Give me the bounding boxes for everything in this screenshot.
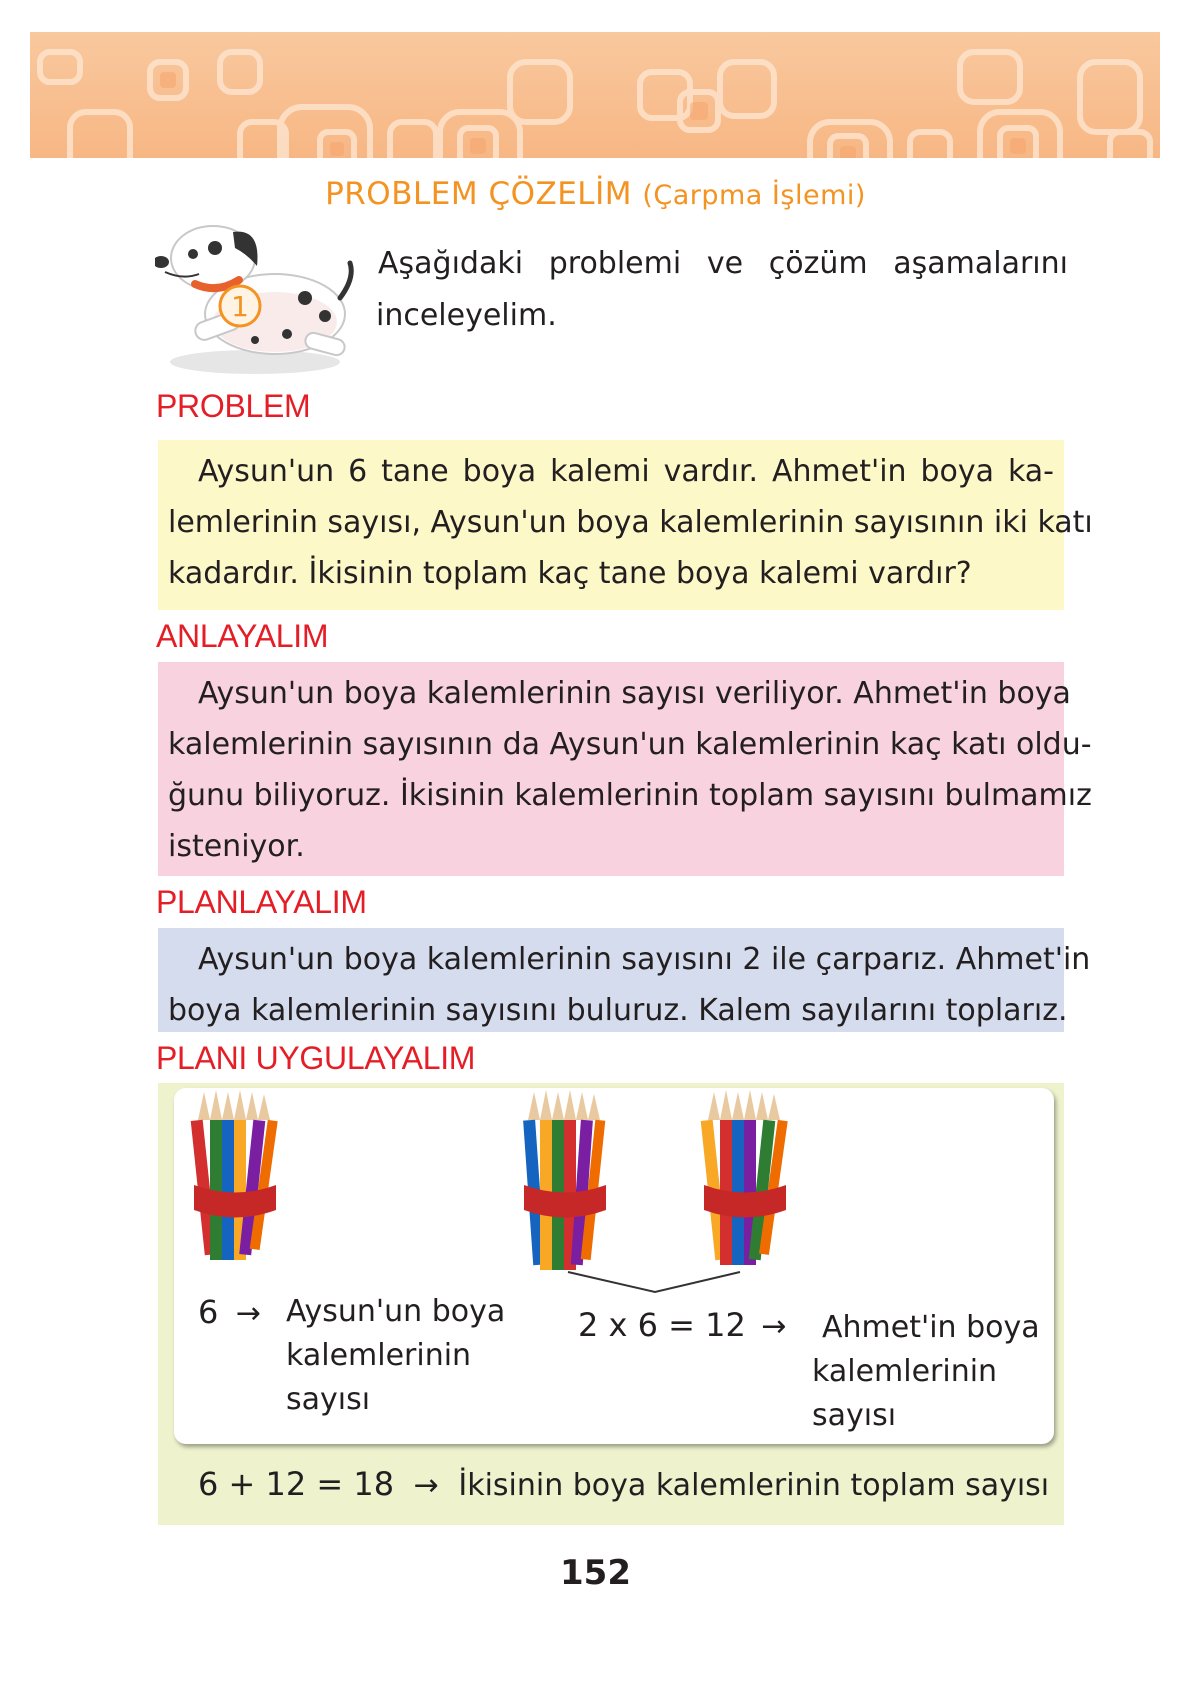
multiplication-equation xyxy=(578,1303,793,1349)
step-badge-number: 1 xyxy=(231,290,249,323)
arrow-right-icon: → xyxy=(761,1309,787,1344)
label-line: sayısı xyxy=(812,1398,897,1433)
arrow-right-icon: → xyxy=(413,1468,439,1503)
intro-line-1: Aşağıdaki problemi ve çözüm aşamalarını xyxy=(378,246,1068,281)
aysun-count-label xyxy=(198,1290,269,1336)
multiplication-value: 2 x 6 = 12 xyxy=(578,1306,746,1344)
anlayalim-line: ğunu biliyoruz. İkisinin kalemlerinin toplam sayısını bulmamız xyxy=(168,778,1092,813)
page-title xyxy=(0,176,1191,212)
ahmet-count-description xyxy=(812,1306,1040,1438)
label-line: sayısı xyxy=(286,1382,371,1417)
uygulayalim-heading: PLANI UYGULAYALIM xyxy=(156,1040,476,1076)
problem-line: lemlerinin sayısı, Aysun'un boya kalemlerinin sayısının iki katı xyxy=(168,505,1093,540)
pencil-bundle-icon xyxy=(190,1090,280,1270)
aysun-count-description xyxy=(286,1290,505,1422)
total-label: İkisinin boya kalemlerinin toplam sayısı xyxy=(458,1468,1050,1503)
label-line: Ahmet'in boya xyxy=(822,1310,1040,1345)
arrow-right-icon: → xyxy=(235,1296,262,1331)
page-number: 152 xyxy=(560,1553,631,1593)
pencil-bundle-icon xyxy=(520,1090,610,1280)
planlayalim-line: boya kalemlerinin sayısını buluruz. Kalem sayılarını toplarız. xyxy=(168,993,1068,1028)
header-banner xyxy=(30,32,1160,158)
intro-text xyxy=(378,238,1068,342)
anlayalim-line: Aysun'un boya kalemlerinin sayısı veriliyor. Ahmet'in boya xyxy=(198,676,1071,711)
label-line: kalemlerinin xyxy=(812,1354,998,1389)
anlayalim-line: isteniyor. xyxy=(168,829,305,864)
problem-heading: PROBLEM xyxy=(156,388,311,424)
title-main: PROBLEM ÇÖZELİM xyxy=(325,176,632,212)
title-subtitle: (Çarpma İşlemi) xyxy=(642,180,866,211)
anlayalim-heading: ANLAYALIM xyxy=(156,618,329,654)
problem-line: kadardır. İkisinin toplam kaç tane boya kalemi vardır? xyxy=(168,556,972,591)
retro-squares-pattern xyxy=(30,32,1160,158)
planlayalim-heading: PLANLAYALIM xyxy=(156,884,367,920)
bundle-connector-lines xyxy=(560,1270,760,1300)
label-line: kalemlerinin xyxy=(286,1338,472,1373)
planlayalim-line: Aysun'un boya kalemlerinin sayısını 2 ile çarparız. Ahmet'in xyxy=(198,942,1091,977)
aysun-count-value: 6 xyxy=(198,1293,219,1331)
label-line: Aysun'un boya xyxy=(286,1294,506,1329)
anlayalim-box xyxy=(158,662,1092,876)
problem-line: Aysun'un 6 tane boya kalemi vardır. Ahmet'in boya ka- xyxy=(198,454,1054,489)
intro-line-2: inceleyelim. xyxy=(376,298,557,333)
dalmatian-dog-illustration xyxy=(155,218,355,378)
anlayalim-line: kalemlerinin sayısının da Aysun'un kalemlerinin kaç katı oldu- xyxy=(168,727,1092,762)
pencil-bundle-icon xyxy=(700,1090,790,1280)
problem-box xyxy=(158,440,1093,610)
total-equation-line xyxy=(198,1462,1049,1508)
total-equation: 6 + 12 = 18 xyxy=(198,1465,395,1503)
planlayalim-box xyxy=(158,928,1091,1032)
